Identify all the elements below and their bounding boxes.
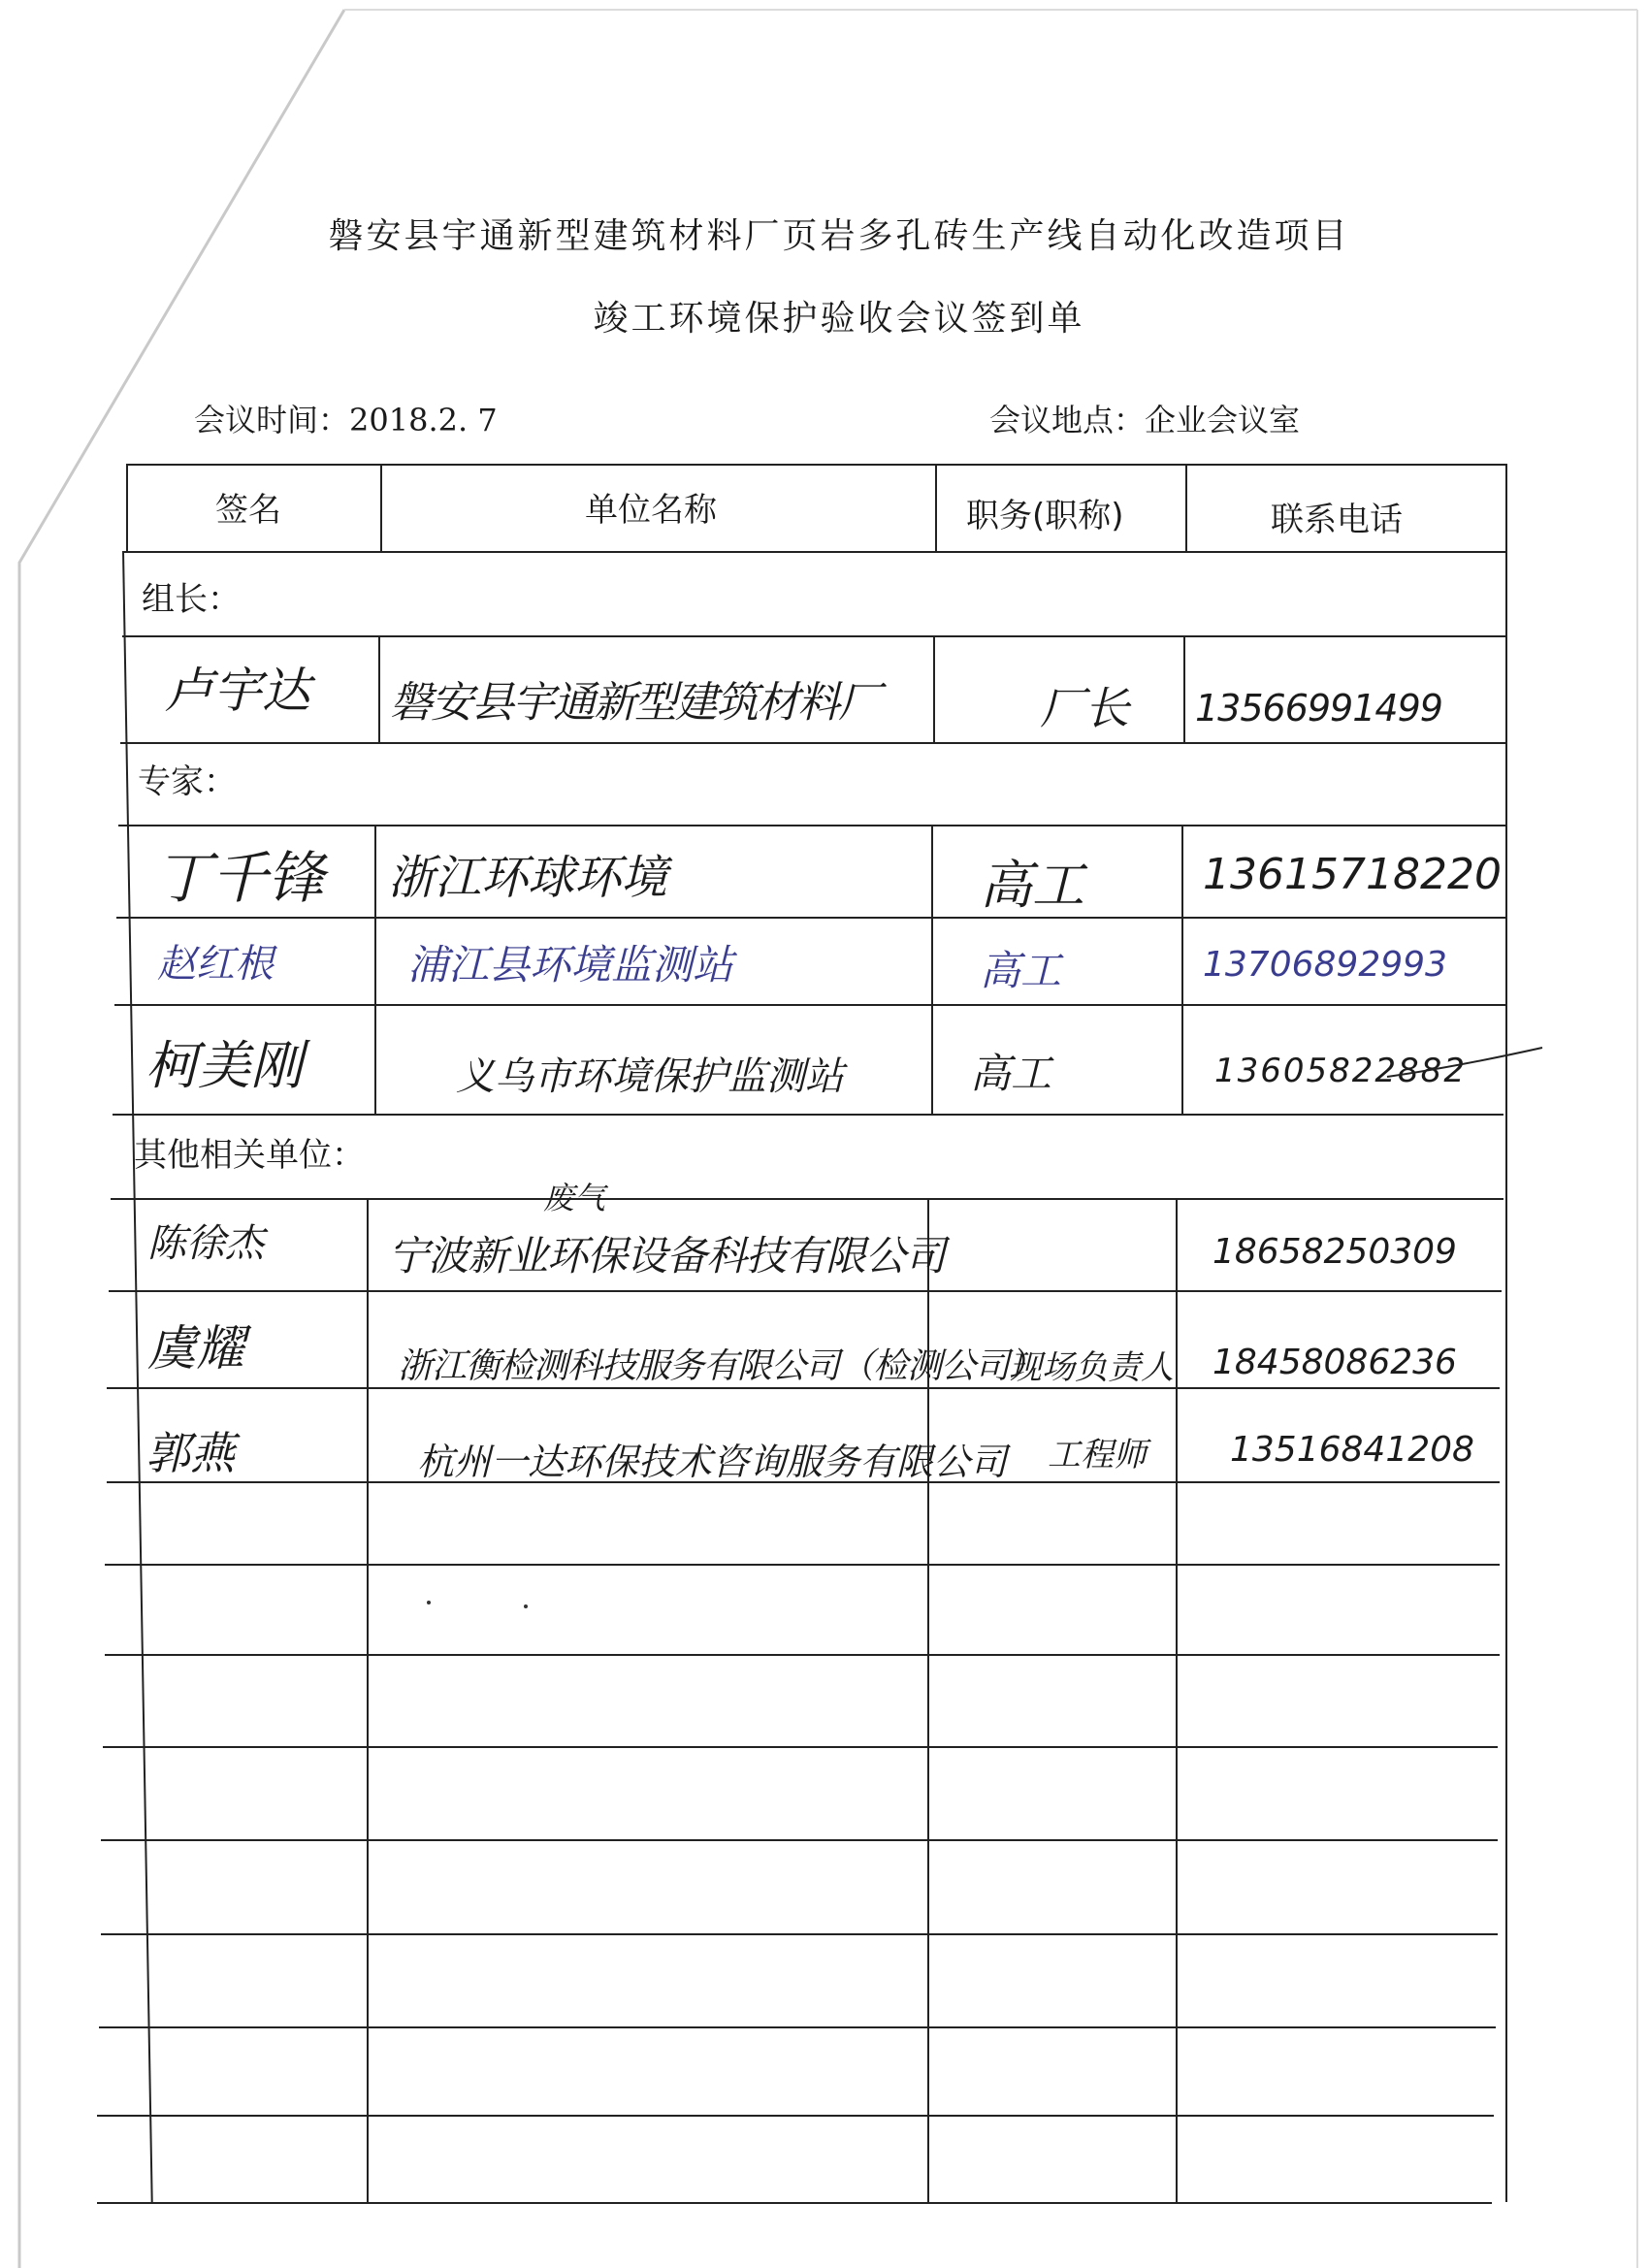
col-sep-3 bbox=[1183, 635, 1185, 742]
table-rule bbox=[105, 1564, 1500, 1566]
table-rule bbox=[101, 1933, 1498, 1935]
table-rule bbox=[124, 551, 1505, 553]
unit-name: 杭州一达环保技术咨询服务有限公司 bbox=[417, 1441, 1008, 1483]
unit-name: 浦江县环境监测站 bbox=[407, 941, 734, 988]
table-border-left bbox=[126, 464, 128, 551]
phone-underline-stroke bbox=[1377, 1038, 1552, 1096]
table-rule bbox=[97, 2115, 1494, 2117]
unit-name: 磐安县宇通新型建筑材料厂 bbox=[390, 678, 879, 728]
unit-name: 义乌市环境保护监测站 bbox=[456, 1054, 844, 1099]
table-rule bbox=[101, 1839, 1498, 1841]
table-border-bottom bbox=[97, 2202, 1492, 2204]
position: 工程师 bbox=[1048, 1436, 1147, 1474]
table-rule bbox=[111, 1198, 1504, 1200]
document-title-line2: 竣工环境保护验收会议签到单 bbox=[593, 299, 1085, 339]
table-border-top bbox=[126, 464, 1505, 466]
scan-speck bbox=[427, 1601, 431, 1604]
section-leader: 组长： bbox=[142, 580, 241, 619]
phone: 13615718220 bbox=[1203, 850, 1502, 899]
col-sep-2 bbox=[935, 464, 937, 551]
unit-name: 浙江衡检测科技服务有限公司（检测公司） bbox=[398, 1346, 1044, 1386]
col-sep-1 bbox=[367, 1198, 369, 2202]
section-experts: 专家： bbox=[138, 762, 237, 801]
position: 高工 bbox=[970, 1050, 1052, 1097]
section-other-units: 其他相关单位： bbox=[134, 1136, 365, 1175]
table-rule bbox=[103, 1746, 1498, 1748]
scan-speck bbox=[524, 1604, 528, 1608]
table-border-right bbox=[1505, 464, 1507, 2202]
col-sep-2 bbox=[931, 825, 933, 1114]
header-signature: 签名 bbox=[215, 491, 281, 530]
signature: 柯美刚 bbox=[146, 1035, 303, 1096]
meeting-time: 会议时间：2018.2. 7 bbox=[194, 402, 498, 438]
col-sep-1 bbox=[374, 825, 376, 1114]
position: 厂长 bbox=[1040, 682, 1129, 734]
col-sep-2 bbox=[933, 635, 935, 742]
phone: 13605822882 bbox=[1214, 1052, 1467, 1090]
document-title-line1: 磐安县宇通新型建筑材料厂页岩多孔砖生产线自动化改造项目 bbox=[328, 216, 1350, 256]
col-sep-1 bbox=[378, 635, 380, 742]
phone: 18658250309 bbox=[1212, 1232, 1457, 1272]
table-rule bbox=[120, 742, 1505, 744]
table-rule bbox=[114, 1004, 1505, 1006]
table-rule bbox=[118, 825, 1505, 826]
table-rule bbox=[99, 2026, 1496, 2028]
signature: 赵红根 bbox=[157, 942, 274, 987]
col-sep-3 bbox=[1176, 1198, 1178, 2202]
annotation: 废气 bbox=[543, 1180, 606, 1216]
header-phone: 联系电话 bbox=[1271, 501, 1403, 539]
meeting-location: 会议地点：企业会议室 bbox=[989, 402, 1301, 438]
table-rule bbox=[105, 1654, 1500, 1656]
signature: 卢宇达 bbox=[165, 663, 310, 719]
position: 高工 bbox=[980, 947, 1062, 994]
table-rule bbox=[116, 917, 1505, 919]
phone: 18458086236 bbox=[1212, 1343, 1457, 1382]
phone: 13516841208 bbox=[1230, 1430, 1474, 1470]
table-rule bbox=[113, 1114, 1504, 1116]
position: 高工 bbox=[980, 855, 1084, 916]
table-rule bbox=[109, 1290, 1502, 1292]
signature: 虞耀 bbox=[147, 1320, 244, 1377]
header-unit-name: 单位名称 bbox=[585, 491, 717, 530]
unit-name: 浙江环球环境 bbox=[388, 851, 668, 905]
signature: 陈徐杰 bbox=[147, 1221, 264, 1266]
phone: 13566991499 bbox=[1195, 687, 1442, 729]
unit-name: 宁波新业环保设备科技有限公司 bbox=[388, 1232, 946, 1280]
table-rule bbox=[122, 635, 1505, 637]
col-sep-3 bbox=[1181, 825, 1183, 1114]
col-sep-1 bbox=[380, 464, 382, 551]
phone: 13706892993 bbox=[1203, 945, 1447, 985]
header-position: 职务(职称) bbox=[966, 497, 1124, 535]
position: 现场负责人 bbox=[1009, 1348, 1174, 1387]
signature: 丁千锋 bbox=[155, 845, 325, 911]
signature: 郭燕 bbox=[146, 1427, 235, 1479]
col-sep-3 bbox=[1185, 464, 1187, 551]
